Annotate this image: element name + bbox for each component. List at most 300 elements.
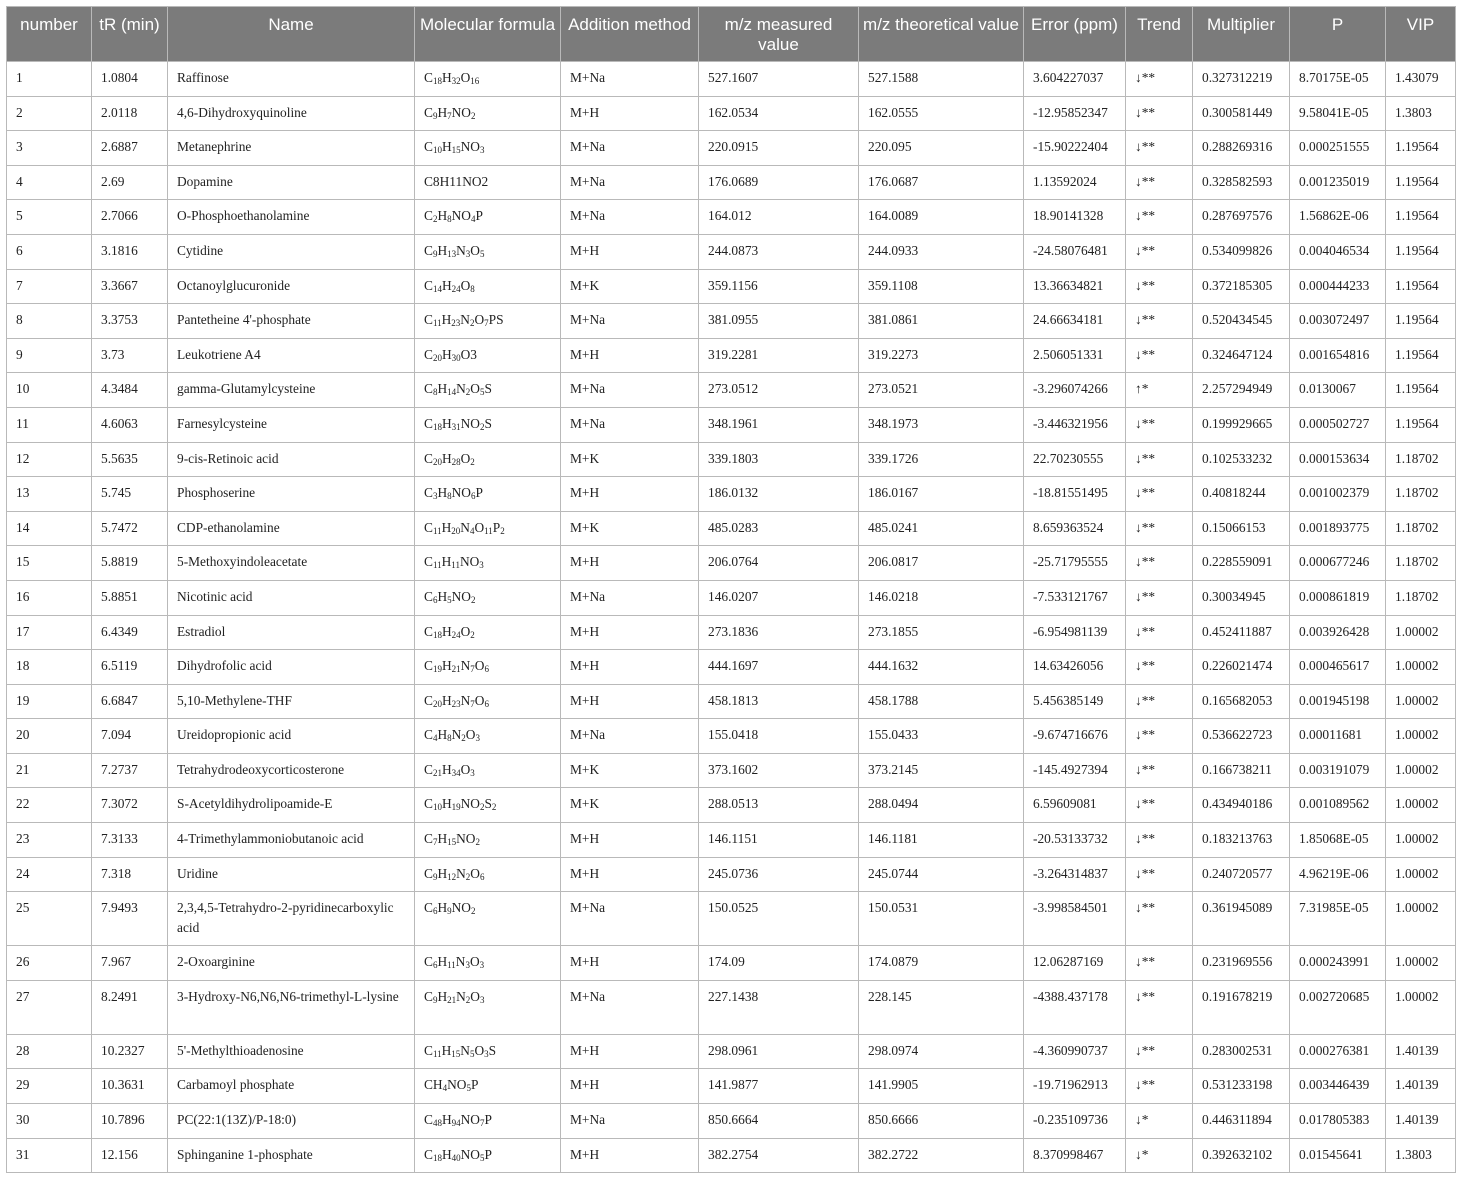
cell-multiplier: 0.40818244 [1193,477,1290,512]
cell-mz-theoretical: 382.2722 [859,1138,1024,1173]
cell-mz-theoretical: 348.1973 [859,407,1024,442]
formula-subscript: 11 [451,560,460,571]
table-row [7,946,1456,981]
formula-element: O [470,381,480,397]
formula-element: C [424,139,433,155]
formula-subscript: 14 [447,387,457,398]
formula-element: O [469,954,480,970]
cell-number: 20 [7,719,92,754]
cell-vip: 1.19564 [1386,165,1456,200]
formula-subscript: 5 [469,1048,475,1059]
cell-mz-theoretical: 288.0494 [859,788,1024,823]
cell-tr: 1.0804 [92,62,168,97]
formula-subscript: 4 [432,733,438,744]
formula-element: N [456,865,466,881]
cell-mz-measured: 164.012 [699,200,859,235]
formula-element: H [441,1146,452,1162]
formula-subscript: 3 [465,248,471,259]
formula-subscript: 16 [470,76,480,86]
metabolite-table-container [6,6,1455,1173]
formula-element: P [475,208,483,224]
formula-element: C [424,70,433,85]
header-addition-method: Addition method [561,7,699,62]
formula-subscript: 11 [432,525,442,536]
cell-addition-method: M+Na [561,304,699,339]
formula-subscript: 20 [432,698,442,709]
cell-tr: 4.6063 [92,407,168,442]
table-row [7,580,1456,615]
cell-mz-theoretical: 162.0555 [859,96,1024,131]
cell-p: 7.31985E-05 [1290,892,1386,946]
cell-tr: 10.3631 [92,1069,168,1104]
cell-tr: 7.967 [92,946,168,981]
formula-subscript: 6 [432,594,438,605]
cell-formula [415,546,561,581]
cell-tr: 7.2737 [92,753,168,788]
cell-error: -4388.437178 [1024,980,1126,1034]
formula-subscript: 3 [470,767,475,778]
formula-subscript: 7 [447,110,452,121]
cell-name: 2-Oxoarginine [168,946,415,981]
formula-subscript: 2 [470,456,475,467]
formula-element: H [437,381,448,397]
formula-element: NO [460,1112,480,1128]
cell-trend: ↓** [1126,892,1193,946]
cell-formula [415,753,561,788]
cell-mz-theoretical: 273.1855 [859,615,1024,650]
cell-number: 13 [7,477,92,512]
cell-p: 9.58041E-05 [1290,96,1386,131]
cell-mz-measured: 174.09 [699,946,859,981]
cell-tr: 10.7896 [92,1104,168,1139]
cell-mz-theoretical: 228.145 [859,980,1024,1034]
header-vip: VIP [1386,7,1456,62]
cell-mz-measured: 288.0513 [699,788,859,823]
formula-subscript: 7 [479,1118,485,1129]
cell-trend: ↓** [1126,684,1193,719]
table-row [7,373,1456,408]
cell-vip: 1.19564 [1386,234,1456,269]
cell-tr: 2.0118 [92,96,168,131]
header-error: Error (ppm) [1024,7,1126,62]
cell-trend: ↓** [1126,304,1193,339]
cell-formula [415,788,561,823]
cell-name: Leukotriene A4 [168,338,415,373]
formula-subscript: 4 [469,525,475,536]
formula-subscript: 3 [479,960,485,971]
cell-formula [415,1138,561,1173]
cell-vip: 1.00002 [1386,719,1456,754]
cell-trend: ↓** [1126,1034,1193,1069]
formula-subscript: 23 [451,698,461,709]
cell-multiplier: 0.228559091 [1193,546,1290,581]
formula-subscript: 5 [479,248,485,259]
formula-element: N [451,727,462,743]
formula-element: N [460,312,470,328]
cell-addition-method: M+K [561,442,699,477]
formula-element: NO [460,1146,480,1162]
cell-name: 4,6-Dihydroxyquinoline [168,96,415,131]
cell-name: 2,3,4,5-Tetrahydro-2-pyridinecarboxylic acid [168,892,415,946]
cell-error: 24.66634181 [1024,304,1126,339]
formula-element: P [475,485,483,501]
cell-multiplier: 0.361945089 [1193,892,1290,946]
cell-formula [415,1104,561,1139]
cell-number: 22 [7,788,92,823]
formula-subscript: 5 [479,1152,485,1163]
formula-element: H [437,208,448,224]
cell-error: -25.71795555 [1024,546,1126,581]
cell-multiplier: 0.434940186 [1193,788,1290,823]
cell-vip: 1.19564 [1386,407,1456,442]
cell-addition-method: M+Na [561,373,699,408]
formula-subscript: 19 [432,664,442,675]
table-row [7,1104,1456,1139]
cell-tr: 6.5119 [92,650,168,685]
cell-mz-measured: 359.1156 [699,269,859,304]
formula-element: H [441,761,452,777]
cell-error: -20.53133732 [1024,823,1126,858]
cell-mz-measured: 150.0525 [699,892,859,946]
formula-subscript: 3 [484,1048,489,1059]
cell-formula [415,650,561,685]
cell-vip: 1.00002 [1386,946,1456,981]
cell-p: 0.000251555 [1290,131,1386,166]
cell-trend: ↓** [1126,62,1193,97]
cell-trend: ↓* [1126,1104,1193,1139]
formula-subscript: 3 [479,145,485,156]
cell-tr: 5.5635 [92,442,168,477]
cell-formula [415,1069,561,1104]
cell-p: 0.000465617 [1290,650,1386,685]
formula-element: H [437,588,448,604]
cell-addition-method: M+Na [561,200,699,235]
cell-p: 0.000677246 [1290,546,1386,581]
table-row [7,96,1456,131]
cell-mz-measured: 319.2281 [699,338,859,373]
formula-subscript: 32 [451,76,461,86]
formula-subscript: 8 [447,214,452,225]
formula-subscript: 7 [470,698,475,709]
cell-tr: 2.7066 [92,200,168,235]
cell-vip: 1.00002 [1386,857,1456,892]
table-row [7,234,1456,269]
cell-trend: ↓** [1126,753,1193,788]
formula-element: P [484,1146,492,1162]
cell-vip: 1.19564 [1386,131,1456,166]
formula-element: C [424,1042,433,1058]
cell-formula [415,823,561,858]
formula-element: S [484,796,492,812]
cell-tr: 5.8851 [92,580,168,615]
cell-multiplier: 0.327312219 [1193,62,1290,97]
header-trend: Trend [1126,7,1193,62]
cell-mz-measured: 444.1697 [699,650,859,685]
cell-tr: 7.3133 [92,823,168,858]
cell-tr: 5.745 [92,477,168,512]
formula-subscript: 48 [432,1118,442,1129]
formula-subscript: 18 [432,421,442,432]
formula-element: O [460,277,471,293]
formula-subscript: 2 [465,387,471,398]
cell-p: 0.000502727 [1290,407,1386,442]
formula-subscript: 21 [432,767,442,778]
cell-vip: 1.00002 [1386,788,1456,823]
cell-addition-method: M+H [561,1138,699,1173]
table-row [7,304,1456,339]
cell-vip: 1.19564 [1386,304,1456,339]
cell-mz-measured: 348.1961 [699,407,859,442]
formula-element: N [460,1042,470,1058]
formula-element: C [424,988,433,1004]
formula-subscript: 19 [451,802,461,813]
table-row [7,719,1456,754]
cell-mz-theoretical: 381.0861 [859,304,1024,339]
cell-formula [415,892,561,946]
cell-formula [415,131,561,166]
formula-element: H [437,954,448,970]
cell-addition-method: M+Na [561,131,699,166]
cell-number: 19 [7,684,92,719]
cell-trend: ↓** [1126,165,1193,200]
formula-element: N [460,658,471,674]
formula-subscript: 6 [484,664,489,675]
header-mz-measured: m/z measured value [699,7,859,62]
table-row [7,823,1456,858]
cell-error: 6.59609081 [1024,788,1126,823]
formula-element: O [460,761,471,777]
cell-vip: 1.3803 [1386,1138,1456,1173]
cell-name: Dopamine [168,165,415,200]
cell-number: 7 [7,269,92,304]
cell-multiplier: 0.226021474 [1193,650,1290,685]
cell-p: 0.000444233 [1290,269,1386,304]
formula-subscript: 23 [451,318,461,329]
cell-number: 27 [7,980,92,1034]
cell-multiplier: 0.191678219 [1193,980,1290,1034]
formula-subscript: 18 [432,1152,442,1163]
cell-addition-method: M+Na [561,165,699,200]
cell-mz-theoretical: 319.2273 [859,338,1024,373]
cell-vip: 1.19564 [1386,338,1456,373]
formula-element: C [424,277,433,293]
formula-element: H [441,1042,452,1058]
cell-trend: ↓** [1126,615,1193,650]
cell-mz-measured: 227.1438 [699,980,859,1034]
formula-element: O [470,865,480,881]
formula-subscript: 5 [447,594,452,605]
formula-subscript: 11 [432,560,442,571]
cell-formula [415,719,561,754]
cell-multiplier: 0.240720577 [1193,857,1290,892]
cell-addition-method: M+H [561,1034,699,1069]
formula-element: H [437,900,448,916]
formula-element: C [424,519,433,535]
cell-mz-measured: 176.0689 [699,165,859,200]
cell-p: 0.01545641 [1290,1138,1386,1173]
formula-element: C [424,1146,433,1162]
cell-addition-method: M+K [561,788,699,823]
cell-addition-method: M+H [561,615,699,650]
cell-number: 11 [7,407,92,442]
cell-vip: 1.00002 [1386,684,1456,719]
cell-mz-theoretical: 141.9905 [859,1069,1024,1104]
formula-subscript: 40 [451,1152,461,1163]
cell-name: 5'-Methylthioadenosine [168,1034,415,1069]
cell-error: 18.90141328 [1024,200,1126,235]
formula-element: S [488,1042,497,1058]
cell-formula [415,442,561,477]
header-multiplier: Multiplier [1193,7,1290,62]
formula-element: O [465,727,476,743]
table-row [7,980,1456,1034]
cell-vip: 1.00002 [1386,615,1456,650]
header-molecular-formula: Molecular formula [415,7,561,62]
formula-subscript: 11 [432,1048,442,1059]
cell-mz-measured: 155.0418 [699,719,859,754]
cell-number: 23 [7,823,92,858]
cell-p: 0.001945198 [1290,684,1386,719]
cell-multiplier: 0.392632102 [1193,1138,1290,1173]
cell-multiplier: 0.165682053 [1193,684,1290,719]
cell-name: Uridine [168,857,415,892]
formula-element: H [441,554,452,570]
formula-subscript: 5 [479,387,485,398]
cell-mz-measured: 273.1836 [699,615,859,650]
formula-element: C [424,208,433,224]
cell-addition-method: M+Na [561,407,699,442]
cell-multiplier: 0.231969556 [1193,946,1290,981]
cell-p: 0.000861819 [1290,580,1386,615]
formula-element: O [474,692,485,708]
cell-multiplier: 0.536622723 [1193,719,1290,754]
formula-subscript: 20 [451,525,461,536]
cell-addition-method: M+Na [561,719,699,754]
cell-mz-theoretical: 220.095 [859,131,1024,166]
formula-element: C [424,346,433,362]
cell-formula [415,511,561,546]
formula-element: H [441,139,452,155]
cell-addition-method: M+Na [561,580,699,615]
formula-element: O [470,988,480,1004]
cell-mz-theoretical: 146.1181 [859,823,1024,858]
formula-subscript: 11 [432,318,442,329]
formula-subscript: 3 [432,491,438,502]
formula-subscript: 7 [484,318,489,329]
formula-element: C [424,242,433,258]
cell-tr: 2.6887 [92,131,168,166]
cell-multiplier: 0.288269316 [1193,131,1290,166]
cell-error: -4.360990737 [1024,1034,1126,1069]
formula-subscript: 20 [432,456,442,467]
formula-element: H [441,796,452,812]
cell-tr: 4.3484 [92,373,168,408]
formula-element: CH [424,1077,443,1093]
cell-mz-theoretical: 244.0933 [859,234,1024,269]
cell-p: 0.001893775 [1290,511,1386,546]
table-row [7,511,1456,546]
cell-p: 0.001654816 [1290,338,1386,373]
formula-element: O3 [460,346,477,362]
cell-trend: ↓** [1126,407,1193,442]
cell-error: -19.71962913 [1024,1069,1126,1104]
cell-mz-theoretical: 339.1726 [859,442,1024,477]
cell-number: 15 [7,546,92,581]
cell-tr: 5.8819 [92,546,168,581]
cell-multiplier: 0.166738211 [1193,753,1290,788]
cell-addition-method: M+H [561,946,699,981]
formula-subscript: 94 [451,1118,461,1129]
cell-number: 5 [7,200,92,235]
cell-trend: ↓** [1126,857,1193,892]
cell-name: PC(22:1(13Z)/P-18:0) [168,1104,415,1139]
cell-multiplier: 0.183213763 [1193,823,1290,858]
cell-multiplier: 0.446311894 [1193,1104,1290,1139]
cell-p: 0.001235019 [1290,165,1386,200]
cell-error: -7.533121767 [1024,580,1126,615]
formula-subscript: 9 [432,994,438,1005]
cell-p: 0.0130067 [1290,373,1386,408]
cell-mz-theoretical: 298.0974 [859,1034,1024,1069]
cell-mz-measured: 339.1803 [699,442,859,477]
formula-element: C [424,312,433,328]
cell-mz-measured: 162.0534 [699,96,859,131]
formula-element: H [441,623,452,639]
cell-addition-method: M+Na [561,980,699,1034]
formula-element: C [424,104,433,120]
formula-element: H [441,346,452,362]
formula-element: H [441,692,452,708]
cell-p: 0.003926428 [1290,615,1386,650]
formula-subscript: 3 [479,994,485,1005]
cell-trend: ↓** [1126,580,1193,615]
cell-vip: 1.19564 [1386,200,1456,235]
formula-subscript: 2 [465,994,471,1005]
cell-formula [415,980,561,1034]
formula-element: C [424,796,433,812]
cell-formula [415,62,561,97]
formula-subscript: 2 [491,802,497,813]
cell-formula [415,200,561,235]
formula-element: C [424,727,433,743]
cell-number: 8 [7,304,92,339]
cell-name: Estradiol [168,615,415,650]
table-header [7,7,1456,62]
table-row [7,200,1456,235]
cell-number: 6 [7,234,92,269]
cell-multiplier: 0.199929665 [1193,407,1290,442]
cell-vip: 1.00002 [1386,753,1456,788]
table-row [7,546,1456,581]
formula-element: H [437,831,448,847]
formula-subscript: 7 [432,837,438,848]
cell-tr: 3.3667 [92,269,168,304]
cell-mz-theoretical: 850.6666 [859,1104,1024,1139]
cell-number: 25 [7,892,92,946]
cell-number: 18 [7,650,92,685]
cell-addition-method: M+Na [561,1104,699,1139]
table-row [7,407,1456,442]
cell-formula [415,580,561,615]
cell-vip: 1.18702 [1386,546,1456,581]
cell-name: O-Phosphoethanolamine [168,200,415,235]
cell-number: 31 [7,1138,92,1173]
cell-multiplier: 0.372185305 [1193,269,1290,304]
cell-name: Tetrahydrodeoxycorticosterone [168,753,415,788]
cell-addition-method: M+H [561,546,699,581]
formula-subscript: 2 [470,906,476,917]
cell-addition-method: M+K [561,269,699,304]
